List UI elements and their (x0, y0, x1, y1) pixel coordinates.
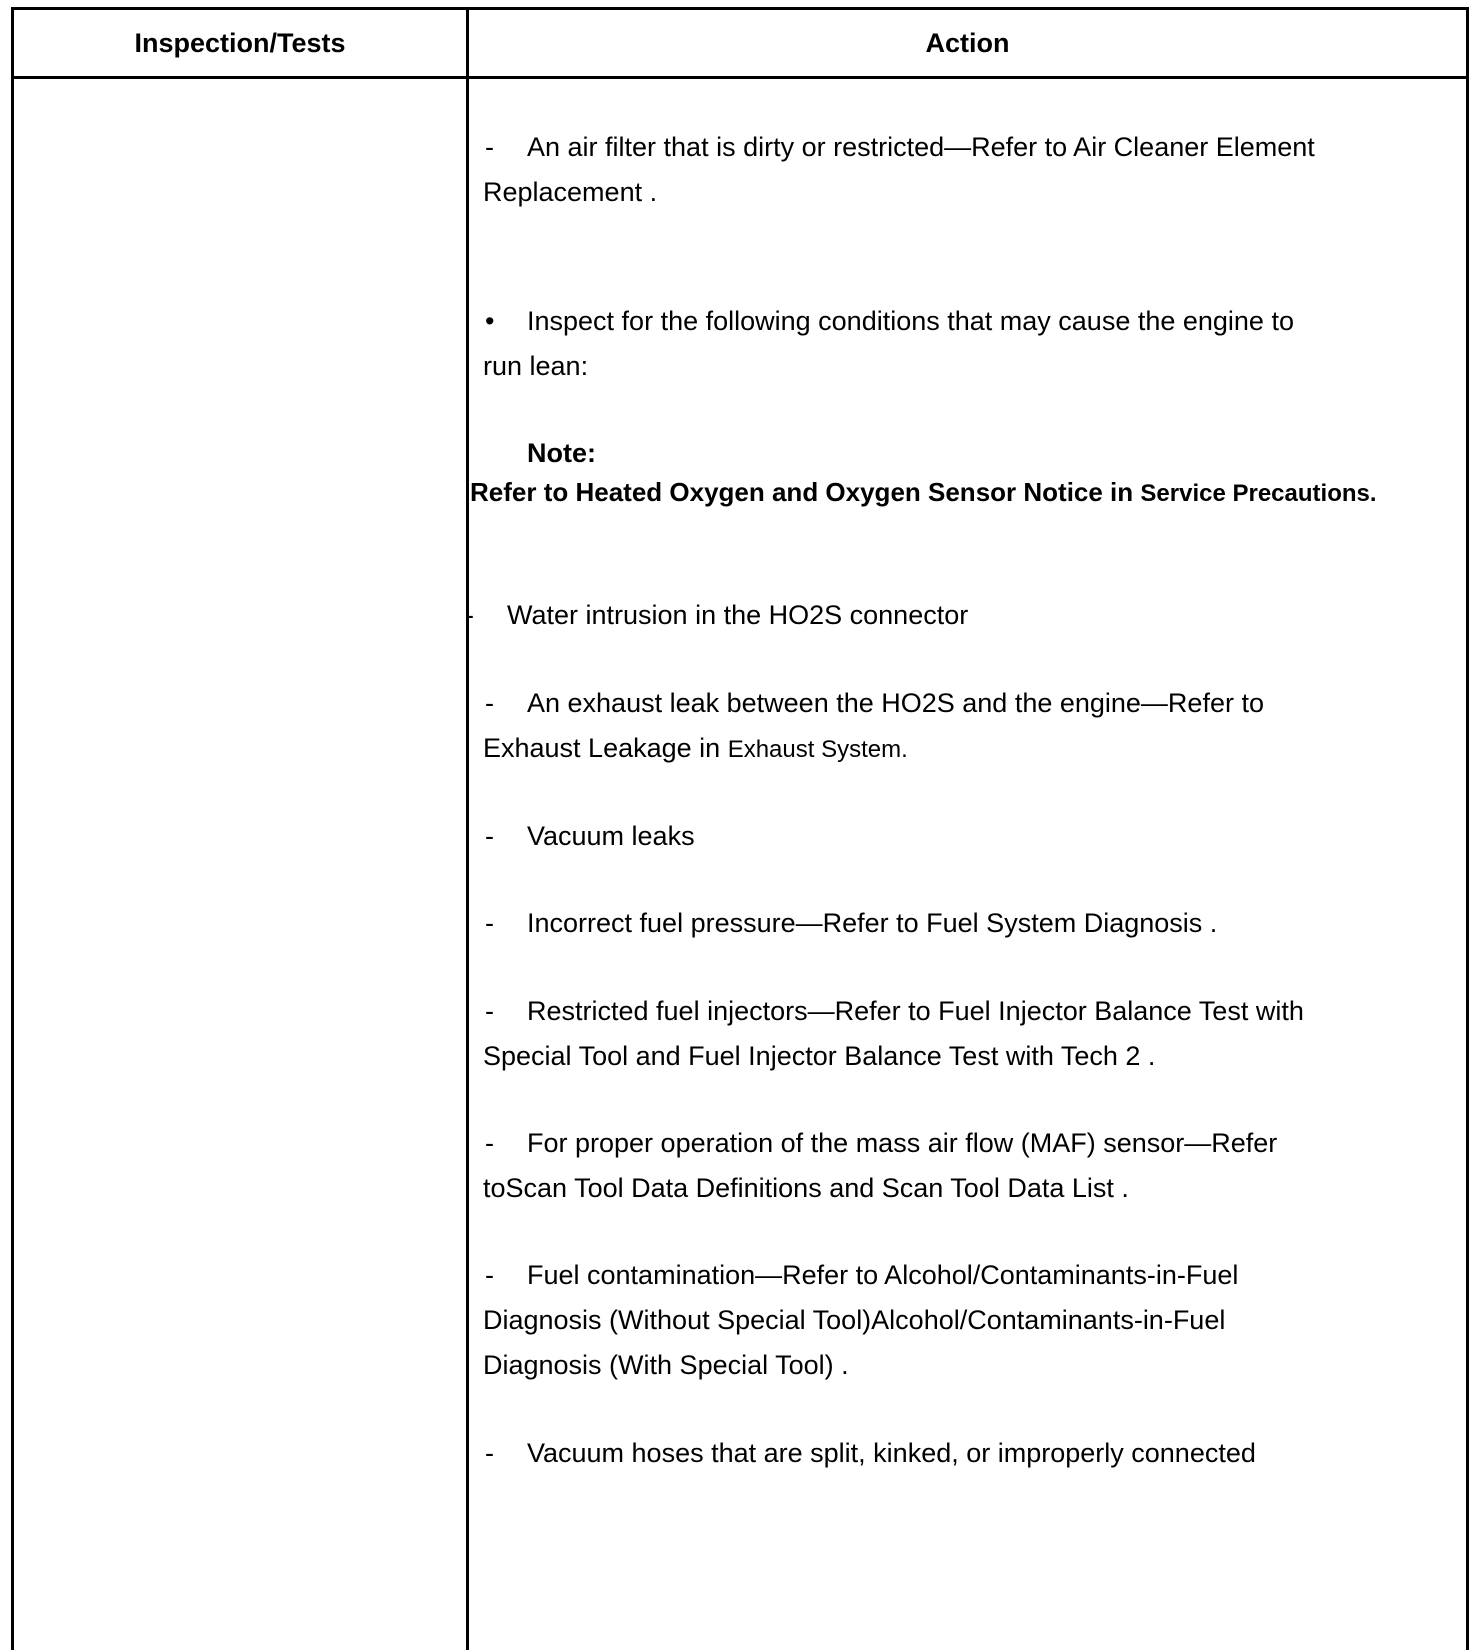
action-item-continuation: Diagnosis (With Special Tool) . (483, 1350, 849, 1380)
inspection-table (11, 7, 1469, 1650)
action-item-text: An air filter that is dirty or restricted—Refer to Air Cleaner Element (527, 132, 1315, 162)
action-item-continuation: toScan Tool Data Definitions and Scan Tool Data List . (483, 1173, 1129, 1203)
action-item-vacuum-leaks (480, 814, 695, 859)
header-action: Action (925, 27, 1010, 58)
action-item-exhaust-leak (480, 681, 1264, 726)
header-divider (14, 76, 1466, 79)
dash-bullet: - (485, 908, 494, 938)
action-item-continuation: run lean: (483, 351, 589, 381)
action-item-inspect-lean (480, 299, 1294, 344)
dash-bullet: - (465, 600, 474, 630)
action-item-text: An exhaust leak between the HO2S and the engine—Refer to (527, 688, 1264, 718)
action-item-continuation (483, 726, 908, 772)
action-item-fuel-contamination (480, 1253, 1238, 1298)
action-item-text: Water intrusion in the HO2S connector (507, 600, 969, 630)
note-text-main: Refer to Heated Oxygen and Oxygen Sensor Notice in (470, 477, 1134, 507)
dash-bullet: - (485, 1438, 494, 1468)
dash-bullet: - (485, 1260, 494, 1290)
action-item-vacuum-hoses (480, 1431, 1256, 1476)
action-item-fuel-pressure (480, 901, 1217, 946)
dash-bullet: - (485, 1128, 494, 1158)
column-divider (466, 10, 469, 1650)
action-item-text: Incorrect fuel pressure—Refer to Fuel System Diagnosis . (527, 908, 1218, 938)
dash-bullet: - (485, 821, 494, 851)
action-item-text: Fuel contamination—Refer to Alcohol/Contaminants-in-Fuel (527, 1260, 1239, 1290)
note-label: Note: (527, 438, 596, 468)
action-item-text: For proper operation of the mass air flow (MAF) sensor—Refer (527, 1128, 1278, 1158)
dash-bullet: - (485, 688, 494, 718)
action-item-continuation: Diagnosis (Without Special Tool)Alcohol/Contaminants-in-Fuel (483, 1305, 1226, 1335)
note-text-link: Service Precautions. (1140, 480, 1377, 507)
action-item-water-intrusion (465, 593, 968, 638)
note-text (470, 477, 1377, 508)
action-item-text: Exhaust Leakage in (483, 733, 721, 763)
action-item-text: Vacuum leaks (527, 821, 695, 851)
action-item-text: Vacuum hoses that are split, kinked, or improperly connected (527, 1438, 1256, 1468)
header-inspection-tests: Inspection/Tests (134, 27, 346, 58)
action-item-continuation: Special Tool and Fuel Injector Balance Test with Tech 2 . (483, 1041, 1156, 1071)
dash-bullet: - (485, 132, 494, 162)
action-item-fuel-injectors (480, 989, 1304, 1034)
action-item-maf-sensor (480, 1121, 1277, 1166)
dot-bullet: • (485, 306, 495, 336)
dash-bullet: - (485, 996, 494, 1026)
action-item-continuation: Replacement . (483, 177, 658, 207)
action-item-link: Exhaust System. (727, 736, 908, 763)
action-item-air-filter (480, 125, 1315, 170)
action-item-text: Restricted fuel injectors—Refer to Fuel Injector Balance Test with (527, 996, 1304, 1026)
action-item-text: Inspect for the following conditions that may cause the engine to (527, 306, 1294, 336)
